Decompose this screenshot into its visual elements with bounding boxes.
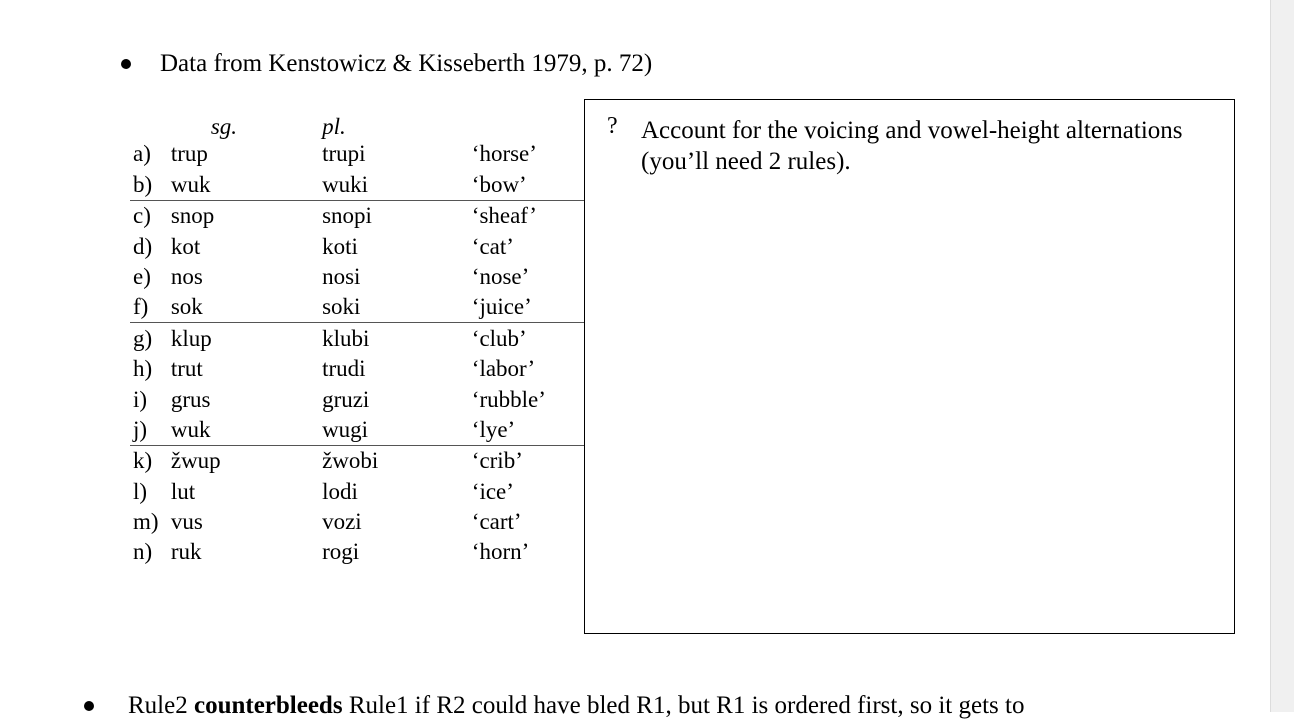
- gloss: ‘cart’: [471, 509, 522, 535]
- row-label: d): [133, 233, 153, 259]
- singular-form: wuk: [171, 169, 322, 200]
- plural-form: koti: [322, 233, 358, 259]
- table-row: [130, 507, 585, 537]
- table-header-row: [130, 115, 585, 139]
- singular-form: trut: [170, 356, 203, 382]
- header-sg: sg.: [210, 114, 238, 139]
- row-label: l): [133, 478, 148, 504]
- gloss: ‘nose’: [471, 263, 530, 289]
- plural-form: rogi: [322, 539, 360, 565]
- data-source-line: Data from Kenstowicz & Kisseberth 1979, p. 72): [160, 50, 653, 77]
- task-box: [584, 99, 1235, 634]
- table-row: [130, 292, 585, 323]
- plural-form: klubi: [322, 325, 370, 351]
- vertical-scrollbar[interactable]: [1270, 0, 1294, 712]
- plural-form: trudi: [322, 356, 366, 382]
- data-table: [130, 115, 585, 567]
- table-row: [130, 537, 585, 567]
- row-label: c): [133, 203, 151, 229]
- row-label: n): [133, 539, 153, 565]
- singular-form: snop: [170, 203, 215, 229]
- row-label: j): [130, 415, 171, 446]
- plural-form: lodi: [322, 478, 358, 504]
- table-row: [130, 262, 585, 292]
- header-pl: pl.: [322, 114, 346, 139]
- plural-form: snopi: [322, 203, 372, 229]
- counterbleeds-term: counterbleeds: [193, 692, 343, 719]
- gloss: ‘ice’: [471, 478, 514, 504]
- singular-form: sok: [171, 292, 322, 323]
- singular-form: klup: [170, 325, 212, 351]
- table-row: [130, 231, 585, 261]
- singular-form: žwup: [170, 448, 221, 474]
- plural-form: vozi: [322, 509, 362, 535]
- row-label: a): [133, 141, 151, 167]
- singular-form: lut: [170, 478, 196, 504]
- plural-form: nosi: [322, 263, 361, 289]
- gloss: ‘juice’: [472, 292, 585, 323]
- plural-form: soki: [322, 292, 472, 323]
- row-label: f): [130, 292, 171, 323]
- plural-form: gruzi: [322, 386, 370, 412]
- plural-form: wugi: [322, 415, 472, 446]
- singular-form: grus: [170, 386, 211, 412]
- question-mark-icon: ?: [607, 113, 618, 139]
- row-label: h): [133, 356, 153, 382]
- table-row: [130, 445, 585, 476]
- task-instructions: Account for the voicing and vowel-height alternations (you’ll need 2 rules).: [641, 117, 1183, 175]
- row-label: g): [133, 325, 153, 351]
- row-label: m): [133, 509, 159, 535]
- table-row: [130, 323, 585, 354]
- row-label: e): [133, 263, 151, 289]
- gloss: ‘sheaf’: [471, 203, 537, 229]
- row-label: i): [133, 386, 148, 412]
- singular-form: wuk: [171, 415, 322, 446]
- gloss: ‘bow’: [472, 169, 585, 200]
- bullet-dot: [84, 701, 94, 711]
- bullet-dot: [121, 59, 131, 69]
- gloss: ‘cat’: [471, 233, 514, 259]
- definition-text-end: Rule1 if R2 could have bled R1, but R1 is ordered first, so it gets to: [342, 692, 1025, 719]
- table-row: [130, 354, 585, 384]
- table-row: [130, 200, 585, 231]
- gloss: ‘labor’: [471, 356, 536, 382]
- gloss: ‘lye’: [472, 415, 585, 446]
- plural-form: žwobi: [322, 448, 379, 474]
- table-row: [130, 415, 585, 446]
- counterbleeding-definition: [128, 693, 1024, 718]
- plural-form: trupi: [322, 141, 366, 167]
- gloss: ‘rubble’: [471, 386, 546, 412]
- gloss: ‘horn’: [471, 539, 530, 565]
- singular-form: vus: [170, 509, 203, 535]
- row-label: b): [130, 169, 171, 200]
- plural-form: wuki: [322, 169, 472, 200]
- table-row: [130, 476, 585, 506]
- singular-form: trup: [170, 141, 208, 167]
- singular-form: ruk: [170, 539, 202, 565]
- table-row: [130, 169, 585, 200]
- table-row: [130, 139, 585, 169]
- gloss: ‘horse’: [471, 141, 537, 167]
- row-label: k): [133, 448, 153, 474]
- gloss: ‘crib’: [471, 448, 523, 474]
- singular-form: kot: [170, 233, 201, 259]
- table-row: [130, 384, 585, 414]
- gloss: ‘club’: [471, 325, 527, 351]
- definition-text-start: Rule2: [128, 692, 194, 719]
- singular-form: nos: [170, 263, 203, 289]
